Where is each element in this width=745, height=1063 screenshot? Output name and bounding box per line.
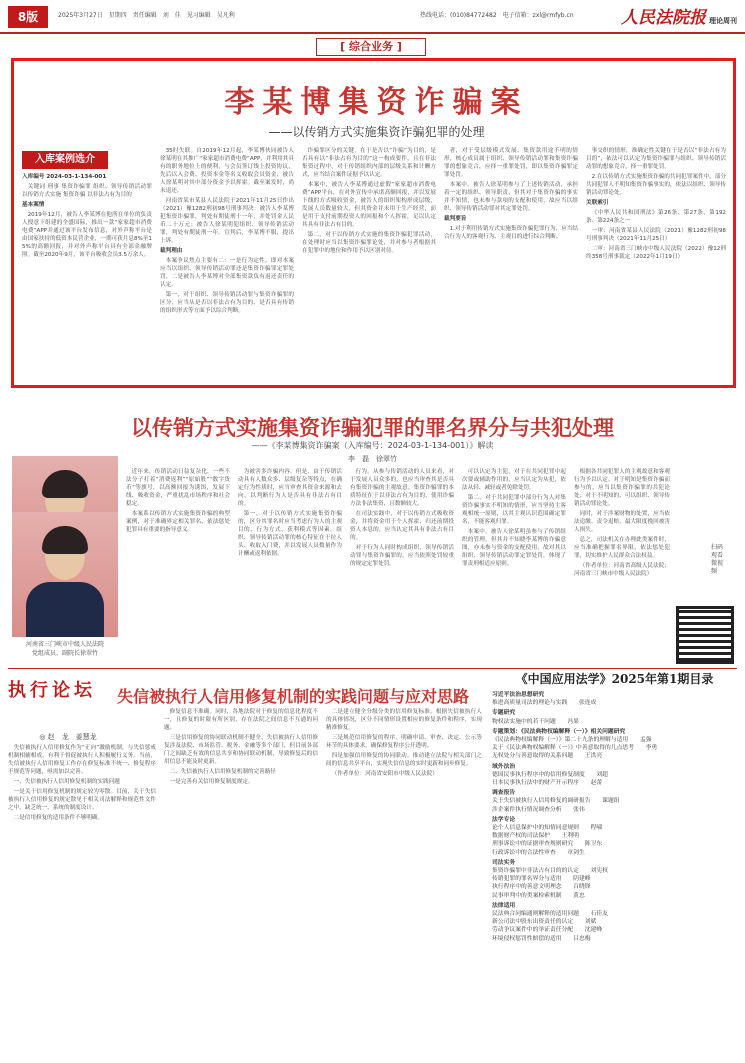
contents-section: 法律适用 [492, 902, 516, 909]
paragraph: 关联索引 [586, 200, 609, 206]
author-caption-2 [8, 640, 122, 658]
caption-line: 河南省三门峡市中级人民法院 [25, 641, 104, 648]
contents-entry: 执行程序中的善意文明理念 百晓锋 [492, 884, 591, 891]
case-title: 李某博集资诈骗案 [224, 85, 529, 120]
case-column-5 [586, 147, 726, 383]
case-subtitle: ——以传销方式实施集资诈骗犯罪的处理 [268, 125, 485, 139]
contents-title: 《中国应用法学》2025年第1期目录 [515, 672, 714, 686]
commentary-subtitle: ——《李某博集资诈骗案（入库编号：2024-03-1-134-001）》解读 [251, 441, 494, 450]
contents-entry: 物权法实施中的若干问题 冯果 [492, 718, 579, 725]
paragraph: 三是规范信用修复的程序。明确申请、审查、决定、公示等环节的具体要求，确保修复程序公开透明。 [326, 735, 482, 749]
commentary-column-1 [126, 468, 230, 664]
forum-tag: 执行论坛 [8, 680, 96, 701]
contents-section: 习近平法治思想研究 [492, 692, 545, 698]
contents-entry: 日本民事执行法中的财产开示程序 赵蕾 [492, 780, 603, 787]
paragraph: 二、失信被执行人信用修复机制的完善路径 [169, 769, 276, 775]
date-line: 2025年3月27日 星期四 责任编辑 刘 佳 见习编辑 吴凡利 [58, 12, 235, 19]
commentary-column-4 [462, 468, 566, 664]
brand-name: 人民法院报 [621, 8, 706, 28]
contents-section: 专题研究 [492, 710, 516, 717]
contents-entry: 德国民事执行程序中的信用修复制度 刘超 [492, 771, 608, 778]
paragraph: 1.对于利用传销方式实施集资诈骗犯罪行为，应当结合行为人的客观行为、主观目的进行综合判断。 [444, 226, 578, 240]
paragraph: 《中华人民共和国刑法》第26条、第27条、第192条、第224条之一 [586, 210, 726, 224]
contents-entry: 关于《民法典物权编解释（一）》中善意取得的几点思考 李勇 [492, 745, 658, 752]
contents-entry: 集资诈骗罪中非法占有目的的认定 刘宪权 [492, 868, 608, 875]
paragraph: 裁判理由 [160, 248, 183, 254]
section-tag: [ 综合业务 ] [316, 38, 426, 56]
commentary-authors: 李 磊 徐翠竹 [348, 455, 397, 463]
contents-entry: 数据财产权的司法保护 王利明 [492, 833, 579, 840]
contents-entry: 刑事诉讼中的证据审查规则研究 陈卫东 [492, 841, 603, 848]
paragraph: 者，对于受层级模式发展、集资款用途不明的情形，核心成员属于组织、领导传销活动罪和集资诈骗罪的想象竞合，应择一重罪处罚，即以集资诈骗罪定罪处罚。 [444, 148, 578, 178]
contents-entry: 新公司法中股东出资责任的认定 刘斌 [492, 919, 597, 926]
commentary-column-2 [238, 468, 342, 664]
commentary-column-3 [350, 468, 454, 664]
paragraph: 裁判要旨 [444, 216, 467, 222]
paragraph: 行为。从参与传销活动的人员来看，对于发展人员众多的，也应当审查其是否具有集资诈骗的主观故意。集资诈骗罪的本质特征在于以非法占有为目的，使用诈骗方法非法集资，且数额较大。 [350, 469, 454, 507]
contents-entry: 传销犯罪的罪名界分与适用 阴建峰 [492, 876, 591, 883]
paragraph: （作者单位：河南省高级人民法院；河南省三门峡市中级人民法院） [574, 563, 670, 577]
brand-tag: 理论周刊 [709, 16, 737, 25]
qr-code-icon[interactable] [676, 606, 734, 664]
forum-column-1 [8, 744, 156, 1056]
paragraph: 一、失信被执行人信用修复机制的实践问题 [13, 779, 120, 785]
paragraph: 诈骗罪区分的关键，在于是否以“诈骗”为目的，是否具有以“非法占有为目的”这一构成要件，且在非法集资过程中，对于传销组织内部的层级关系和计酬方式，应当结合案件证据予以认定。 [302, 148, 436, 178]
contents-section: 调查报告 [492, 790, 516, 797]
caption-line: 党组成员、副院长徐翠竹 [31, 650, 98, 657]
case-article-box [11, 58, 736, 388]
paragraph: 一是关于信用修复机制的规定较为零散。目前，关于失信被执行人信用修复的规定散见于相关司法解释和规范性文件之中，缺乏统一、系统的制度设计。 [8, 789, 156, 811]
paragraph: 二审：河南省三门峡市中级人民法院（2022）豫12刑终358号刑事裁定（2022年1月19日） [586, 246, 726, 260]
forum-column-3 [326, 708, 482, 1056]
paragraph: 本案中，被告人徐某明参与了上述传销活动，承担着一定的组织、领导职责，但其对于集资诈骗的事实并不知情，也未参与款项的支配和使用，故应当以组织、领导传销活动罪对其定罪处罚。 [444, 182, 578, 212]
paragraph: 第二，对于共同犯罪中部分行为人对集资诈骗事实不明知的情形，应当坚持主客观相统一原则，以其主观认识范围确定罪名，不能客观归罪。 [462, 495, 566, 525]
contents-entry: 无权处分与善意取得的关系问题 王洪亮 [492, 753, 603, 760]
paragraph: 总之，司法机关在办理此类案件时，应当准确把握罪名界限，依法惩处犯罪，切实维护人民群众合法权益。 [574, 537, 670, 559]
contents-entry: 关于失信被执行人信用修复的调研报告 课题组 [492, 798, 620, 805]
paragraph: 河南省某市某县人民法院于2021年11月25日作出（2021）豫1282刑初98号刑事判决：被告人李某博犯集资诈骗罪，判处有期徒刑十一年，并处罚金人民币二十万元；被告人徐某明犯组织、领导传销活动罪，判处有期徒刑一年。宣判后，李某博不服，提出上诉。 [160, 198, 294, 244]
paragraph: 基本案情 [22, 202, 45, 208]
paragraph: 失信被执行人信用修复作为“正向”激励机制，与失信惩戒机制相辅相成，有利于督促被执行人积极履行义务。当前，失信被执行人信用修复工作存在修复标准不统一、修复程序不规范等问题，亟需加以完善。 [8, 745, 156, 775]
forum-authors: ◎ 赵 龙 姜慧龙 [39, 733, 97, 741]
journal-contents [492, 670, 737, 1058]
paragraph: 入库编号 2024-03-1-134-001 [22, 174, 107, 180]
paragraph: 本案争议焦点主要有二：一是行为定性，即对本案应当以组织、领导传销活动罪还是集资诈骗罪定罪处罚，二是被告人李某博对全部集资款负有返还责任的认定。 [160, 258, 294, 288]
paragraph: 35时失联。自2019年12月起，李某博伙同被告人徐某明在其推广“家家超市消费电费”APP，并利用其具有的职务地位上的便利，与会员签订线上投资协议，先后以入会费、投资本金等名义收取会员资金，被告人徐某明对其中部分资金予以挥霍。截至案发时，尚未退还。 [160, 148, 294, 194]
section-divider [8, 668, 737, 669]
paragraph: 第一，对于组织、领导传销活动罪与集资诈骗罪的区分，应当从是否以非法占有为目的、是否具有传销的组织形式等方面予以综合判断。 [160, 292, 294, 314]
contents-section: 司法实务 [492, 859, 516, 866]
paragraph: 2019年12月，被告人李某博在他所在单位的负责人授意下组建的全盛国际，推出一款“家家超市消费电费”APP并通过该平台发布信息，对外声称平台是由国家扶持的低资本民营企业，一期可获月息8%至15%的高额回报，并对外声称平台具有全部金融牌照。截至2020年9月，该平台吸收会员3.5万余人。 [22, 212, 152, 258]
paragraph: （作者单位：河南省安阳市中级人民法院） [331, 771, 438, 777]
paragraph: 2.在以传销方式实施集资诈骗的共同犯罪案件中，部分共同犯罪人不明知集资诈骗事实的，依法以组织、领导传销活动罪论处。 [586, 174, 726, 196]
paragraph: 本案中，被告人徐某明虽参与了传销组织的管理，但其并不知晓李某博的诈骗意图，亦未参与资金的支配使用，故对其以组织、领导传销活动罪定罪处罚，体现了罪责刑相适应原则。 [462, 529, 566, 567]
paragraph: 关键词 刑事 集资诈骗罪 组织、领导传销活动罪 以传销方式实施 集资诈骗 以非法占有为目的 [22, 184, 152, 198]
case-column-4 [444, 147, 578, 383]
paragraph: 在司法实践中，对于以传销方式吸收资金，并将资金用于个人挥霍、归还前期投资人本息的，应当认定其具有非法占有目的。 [350, 511, 454, 541]
contents-entry: 环境侵权惩罚性赔偿的适用 吕忠梅 [492, 935, 591, 942]
paragraph: 本案系以传销方式实施集资诈骗的典型案例，对于准确界定相关罪名、依法惩处犯罪具有重要的指导意义。 [126, 511, 230, 533]
contents-entry: 推进高质量司法的理论与实践 张连成 [492, 700, 597, 707]
contents-section: 法学专论 [492, 816, 516, 823]
paragraph: 三是信用修复的协同联动机制不健全。失信被执行人信用修复涉及法院、市场监管、税务、金融等多个部门，但目前各部门之间缺乏有效的信息共享和协同联动机制，导致修复后的信用信息不能及时更新。 [164, 735, 318, 765]
paragraph: 对于行为人同时构成组织、领导传销活动罪与集资诈骗罪的，应当依照处罚较重的规定定罪处罚。 [350, 545, 454, 567]
paragraph: 可以认定为主犯。对于在共同犯罪中起次要或辅助作用的，应当认定为从犯，依法从轻、减轻或者免除处罚。 [462, 469, 566, 491]
hotline-line: 热线电话：(010)84772482 电子信箱：zxl@rmfyb.cn [420, 12, 574, 19]
paragraph: 第二，对于以传销方式实施的集资诈骗犯罪活动，在处理时应当以集资诈骗罪论处，并对参与者根据其在犯罪中的地位和作用予以区别对待。 [302, 232, 436, 254]
commentary-title: 以传销方式实施集资诈骗犯罪的罪名界分与共犯处理 [131, 415, 614, 440]
paragraph: 本案中，被告人李某博通过虚假“家家超市消费电费”APP平台，在对外宣传中承诺高额回报，并以发展下线的方式吸收资金，被告人的组织架构形成层级，发展人员数量较大，但其资金并未用于生产经营，而是用于支付前期投资人的回报和个人挥霍，足以认定其具有非法占有目的。 [302, 182, 436, 228]
paragraph: 四是加强信用修复的协同联动。推动建立法院与相关部门之间的信息共享平台，实现失信信息的实时更新和同步修复。 [326, 753, 482, 767]
author-photo-2 [12, 512, 118, 637]
paragraph: 二是建立健全分级分类的信用修复标准。根据失信被执行人的具体情况，区分不同情形设置相应的修复条件和程序，实现精准修复。 [326, 709, 482, 731]
contents-list [492, 691, 737, 943]
column-banner: 入库案例选介 [22, 151, 108, 169]
forum-column-2 [164, 708, 318, 1056]
contents-entry: 论个人信息保护中的知情同意规则 程啸 [492, 825, 603, 832]
page-number: 8版 [8, 6, 48, 28]
paragraph: 事交织的情形，准确定性关键在于是否以“非法占有为目的”，依法可以认定为集资诈骗罪与组织、领导传销活动罪的想象竞合，择一重罪处罚。 [586, 148, 726, 170]
paragraph: 第一，对于以传销方式实施集资诈骗的，区分其罪名时应当考虑行为人的主观目的、行为方式、获利模式等因素。组织、领导传销活动罪的核心特征在于拉人头、收取入门费，并以发展人员数量作为计酬或返利依据。 [238, 511, 342, 557]
paragraph: 根据各共同犯罪人的主观故意和客观行为予以认定。对于明知是集资诈骗而参与的，应当以集资诈骗罪的共犯论处；对于不明知的，可以组织、领导传销活动罪论处。 [574, 469, 670, 507]
paragraph: 近年来，传销活动日益复杂化，一些不法分子打着“消费返利”“原始股”“数字货币”等旗号，以高额回报为诱饵，发展下线、吸收资金，严重扰乱市场秩序和社会稳定。 [126, 469, 230, 507]
paragraph: 为被害多诈骗内容。但是，由于传销活动具有人数众多、层级复杂等特点，在确定行为性质时，应当审查其资金来源和去向，以判断行为人是否具有非法占有目的。 [238, 469, 342, 507]
contents-entry: 民法典合同编通则解释的适用问题 石佳友 [492, 911, 608, 918]
case-column-3 [302, 147, 436, 383]
paragraph: 一审：河南省某县人民法院（2021）豫1282刑初98号刑事判决（2021年11月25日） [586, 228, 726, 242]
paragraph: 修复信息不准确。同时，各地法院对于修复的信息化程度不一，且修复的时限有所区别，存在法院之间信息不互通的问题。 [164, 709, 318, 731]
paragraph: 二是信用修复的适用条件不够明确。 [13, 815, 104, 821]
contents-entry: 涉企案件执行情况调查分析 张伟 [492, 806, 585, 813]
commentary-column-5 [574, 468, 670, 664]
contents-entry: 《民法典物权编解释（一）》第二十九条的理解与适用 孟强 [492, 737, 652, 744]
paragraph: 同时，对于涉案财物的处置，应当依法追缴、责令退赔，最大限度挽回被害人损失。 [574, 511, 670, 533]
contents-entry: 劳动争议案件中的举证责任分配 沈建峰 [492, 927, 603, 934]
page-header [0, 0, 745, 34]
contents-entry: 行政诉讼中的合法性审查 章剑生 [492, 849, 585, 856]
contents-entry: 民事审判中的类案检索机制 黄忠 [492, 892, 585, 899]
case-column-2 [160, 147, 294, 383]
case-column-1 [22, 173, 152, 383]
newspaper-brand [621, 3, 737, 28]
contents-section: 专题策划：《民法典物权编解释（一）》相关问题研究 [492, 728, 626, 735]
qr-caption: 扫码观看微视频 [711, 544, 724, 575]
paragraph: 一是完善有关信用修复制度规定。 [169, 779, 254, 785]
contents-section: 域外法治 [492, 763, 516, 770]
forum-title: 失信被执行人信用修复机制的实践问题与应对思路 [116, 687, 469, 706]
